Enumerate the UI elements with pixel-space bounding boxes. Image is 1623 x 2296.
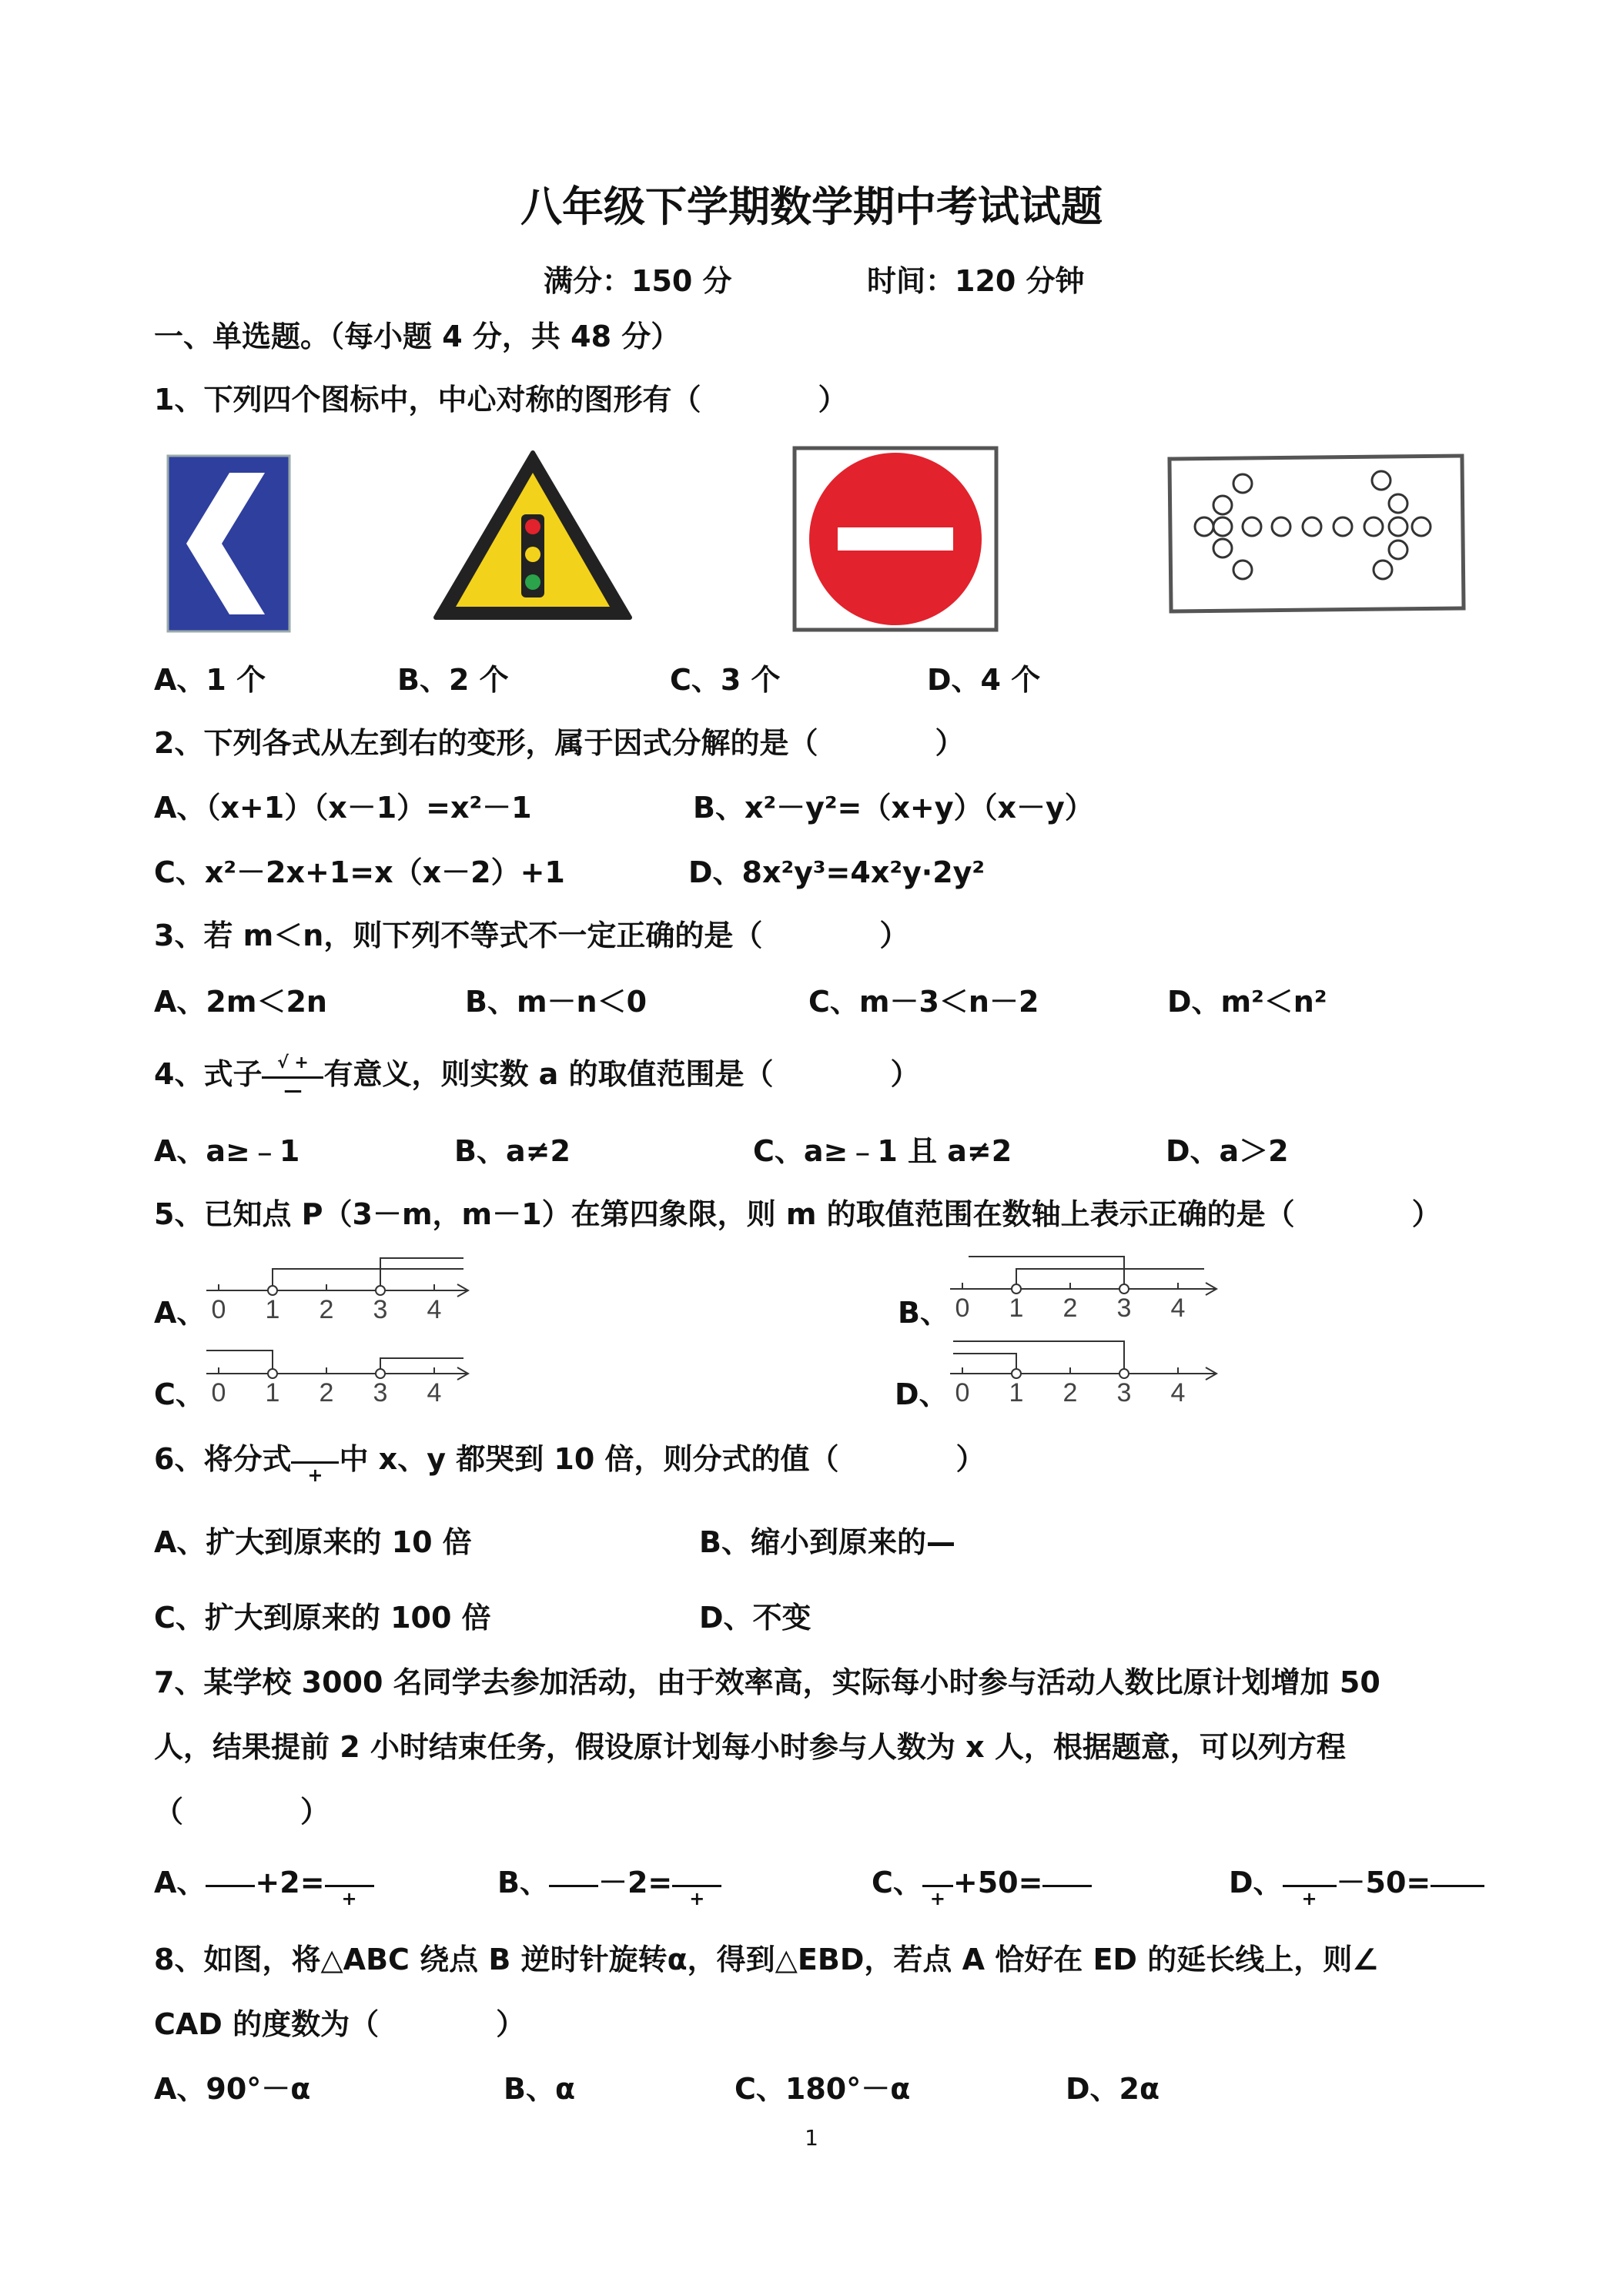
q7-option-a: A、 +2= + (154, 1868, 374, 1900)
tick-label: 0 (955, 1294, 970, 1323)
q7-stem-line-2: 人，结果提前 2 小时结束任务，假设原计划每小时参与人数为 x 人，根据题意，可以列方程 (154, 1730, 1346, 1764)
tick-label: 0 (955, 1378, 970, 1406)
q6-stem-start: 6、将分式 (154, 1442, 292, 1476)
tick-label: 2 (1062, 1294, 1078, 1323)
q6-stem-end: 中 x、y 都哭到 10 倍，则分式的值（ ） (339, 1442, 986, 1476)
q2-option-d: D、8x²y³=4x²y·2y² (688, 855, 986, 889)
q1-option-b: B、2 个 (397, 663, 509, 697)
q8-stem-line-2: CAD 的度数为（ ） (154, 2007, 526, 2041)
q4-option-b: B、a≠2 (454, 1134, 571, 1168)
section-heading: 一、单选题。（每小题 4 分，共 48 分） (154, 320, 681, 353)
tick-label: 3 (373, 1378, 388, 1406)
traffic-light-warning-icon (431, 447, 634, 625)
q3-option-c: C、m－3＜n－2 (808, 985, 1039, 1019)
tick-label: 2 (319, 1295, 334, 1323)
page-title: 八年级下学期数学期中考试试题 (520, 182, 1103, 231)
full-score: 满分：150 分 (544, 264, 732, 298)
q7-stem-line-3: （ ） (154, 1795, 330, 1829)
q6-stem (154, 1442, 986, 1486)
q6-option-c: C、扩大到原来的 100 倍 (154, 1601, 491, 1635)
q5-number-line-b (945, 1238, 1230, 1323)
q8-option-c: C、180°－α (735, 2072, 911, 2106)
q4-option-d: D、a＞2 (1166, 1134, 1289, 1168)
q5-option-b-label: B、 (898, 1296, 949, 1330)
tick-label: 0 (211, 1295, 226, 1323)
q6-option-a: A、扩大到原来的 10 倍 (154, 1525, 472, 1559)
q5-stem: 5、已知点 P（3－m，m－1）在第四象限，则 m 的取值范围在数轴上表示正确的是（ ） (154, 1197, 1441, 1231)
tick-label: 3 (1116, 1378, 1132, 1406)
tick-label: 4 (1170, 1378, 1186, 1406)
q5-number-line-a (202, 1240, 479, 1323)
q8-option-b: B、α (504, 2072, 576, 2106)
dot-arrow-icon (1167, 453, 1467, 614)
page-number: 1 (805, 2125, 818, 2150)
tick-label: 2 (319, 1378, 334, 1406)
q4-fraction (262, 1053, 323, 1101)
q6-option-b: B、缩小到原来的— (699, 1525, 955, 1559)
q5-number-line-d (945, 1323, 1230, 1406)
q5-number-line-c (202, 1324, 479, 1406)
q1-option-c: C、3 个 (670, 663, 781, 697)
q1-stem: 1、下列四个图标中，中心对称的图形有（ ） (154, 383, 848, 417)
tick-label: 4 (427, 1295, 442, 1323)
q2-option-c: C、x²－2x+1=x（x－2）+1 (154, 855, 565, 889)
exam-time: 时间：120 分钟 (867, 264, 1085, 298)
q8-option-a: A、90°－α (154, 2072, 311, 2106)
q3-option-a: A、2m＜2n (154, 985, 327, 1019)
q3-option-d: D、m²＜n² (1167, 985, 1327, 1019)
no-entry-icon (791, 445, 999, 633)
q6-fraction-denominator: + (307, 1464, 323, 1486)
chevron-sign-icon (165, 453, 293, 634)
tick-label: 4 (1170, 1294, 1186, 1323)
q7-option-b: B、 －2= + (497, 1868, 721, 1900)
q3-stem: 3、若 m＜n，则下列不等式不一定正确的是（ ） (154, 919, 909, 952)
q1-option-a: A、1 个 (154, 663, 266, 697)
q3-option-b: B、m－n＜0 (465, 985, 648, 1019)
tick-label: 1 (1009, 1378, 1024, 1406)
tick-label: 1 (265, 1295, 280, 1323)
q8-option-d: D、2α (1066, 2072, 1160, 2106)
q4-stem (154, 1053, 920, 1101)
q7-stem-line-1: 7、某学校 3000 名同学去参加活动，由于效率高，实际每小时参与活动人数比原计划增加 50 (154, 1665, 1380, 1699)
q5-option-c-label: C、 (154, 1377, 205, 1411)
q4-stem-end: 有意义，则实数 a 的取值范围是（ ） (323, 1057, 920, 1091)
tick-label: 4 (427, 1378, 442, 1406)
q5-option-a-label: A、 (154, 1296, 206, 1330)
tick-label: 1 (1009, 1294, 1024, 1323)
q4-stem-start: 4、式子 (154, 1057, 263, 1091)
q7-option-c: C、 + +50= (872, 1868, 1092, 1900)
q7-option-d: D、 + －50= (1229, 1868, 1484, 1900)
q4-option-a: A、a≥﹣1 (154, 1134, 300, 1168)
tick-label: 3 (1116, 1294, 1132, 1323)
tick-label: 3 (373, 1295, 388, 1323)
q2-option-a: A、（x+1）（x－1）=x²－1 (154, 791, 532, 825)
tick-label: 2 (1062, 1378, 1078, 1406)
tick-label: 0 (211, 1378, 226, 1406)
q4-fraction-denominator: — (283, 1079, 303, 1101)
tick-label: 1 (265, 1378, 280, 1406)
q2-option-b: B、x²－y²=（x+y）（x－y） (693, 791, 1094, 825)
q1-option-d: D、4 个 (927, 663, 1041, 697)
q4-fraction-numerator: √ + (277, 1053, 309, 1073)
q8-stem-line-1: 8、如图，将△ABC 绕点 B 逆时针旋转α，得到△EBD，若点 A 恰好在 ED 的延长线上，则∠ (154, 1943, 1379, 1976)
q6-option-d: D、不变 (699, 1601, 812, 1635)
q2-stem: 2、下列各式从左到右的变形，属于因式分解的是（ ） (154, 726, 965, 760)
q4-option-c: C、a≥﹣1 且 a≠2 (753, 1134, 1012, 1168)
q5-option-d-label: D、 (895, 1377, 949, 1411)
q6-fraction (291, 1446, 339, 1486)
